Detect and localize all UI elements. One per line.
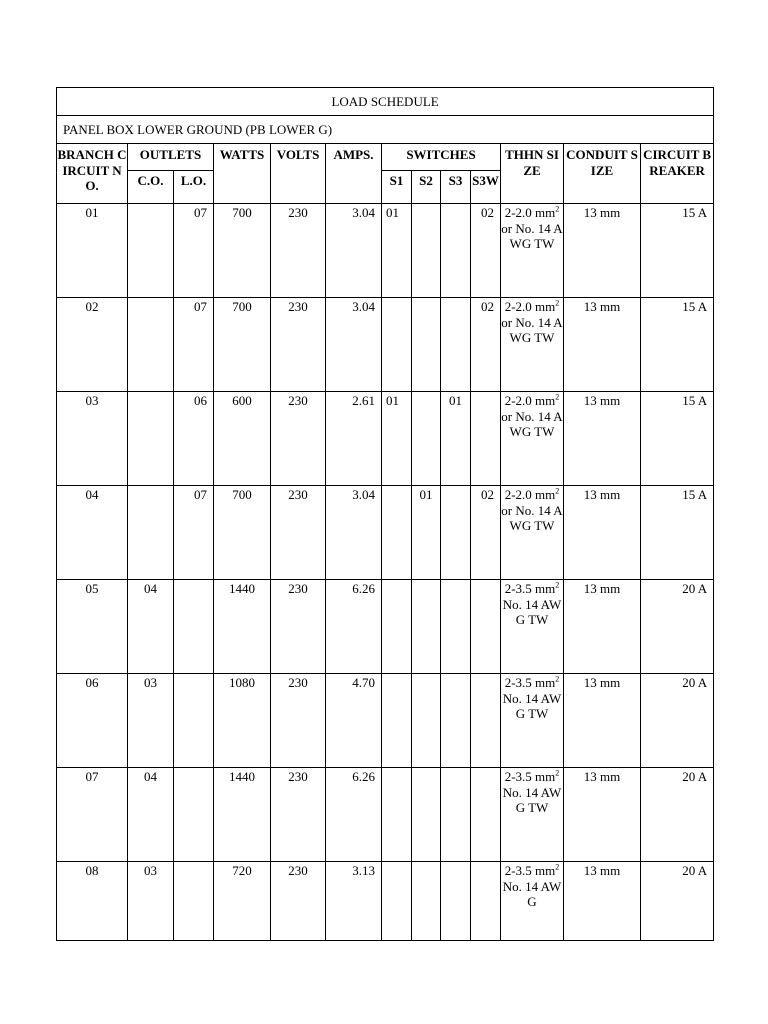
- cell-s3: [441, 580, 471, 674]
- cell-conduit: 13 mm: [564, 392, 641, 486]
- thhn-awg-value: No. 14 AWG TW: [502, 596, 562, 627]
- cell-s3: [441, 486, 471, 580]
- cell-s3: [441, 204, 471, 298]
- cell-breaker: 20 A: [641, 768, 714, 862]
- thhn-size-value: 2-3.5 mm: [504, 769, 556, 784]
- cell-lo: 07: [174, 204, 214, 298]
- cell-s2: 01: [412, 486, 441, 580]
- cell-s3: [441, 298, 471, 392]
- cell-conduit: 13 mm: [564, 862, 641, 941]
- cell-watts: 720: [214, 862, 271, 941]
- cell-amps: 3.13: [326, 862, 382, 941]
- header-outlets: OUTLETS: [128, 144, 214, 171]
- cell-conduit: 13 mm: [564, 486, 641, 580]
- header-watts: WATTS: [214, 144, 271, 204]
- cell-s3w: [471, 862, 501, 941]
- cell-branch-no: 05: [57, 580, 128, 674]
- table-row: [57, 580, 714, 674]
- cell-thhn: [501, 298, 564, 392]
- header-s3: S3: [441, 171, 471, 204]
- cell-thhn: [501, 204, 564, 298]
- panel-name: PANEL BOX LOWER GROUND (PB LOWER G): [57, 116, 714, 144]
- header-thhn-size: THHN SIZE: [501, 144, 564, 204]
- thhn-size-value: 2-3.5 mm: [504, 581, 556, 596]
- cell-branch-no: 08: [57, 862, 128, 941]
- cell-s2: [412, 580, 441, 674]
- thhn-size-value: 2-2.0 mm: [504, 205, 556, 220]
- table-row: [57, 392, 714, 486]
- cell-thhn: [501, 392, 564, 486]
- cell-conduit: 13 mm: [564, 674, 641, 768]
- cell-s1: [382, 674, 412, 768]
- thhn-size-value: 2-2.0 mm: [504, 393, 556, 408]
- cell-co: [128, 486, 174, 580]
- header-s2: S2: [412, 171, 441, 204]
- cell-s3: [441, 768, 471, 862]
- thhn-superscript: 2: [555, 204, 560, 214]
- cell-watts: 700: [214, 486, 271, 580]
- cell-s1: [382, 298, 412, 392]
- cell-s2: [412, 674, 441, 768]
- cell-co: [128, 392, 174, 486]
- cell-s2: [412, 204, 441, 298]
- cell-breaker: 20 A: [641, 580, 714, 674]
- cell-amps: 2.61: [326, 392, 382, 486]
- thhn-superscript: 2: [555, 486, 560, 496]
- cell-co: 03: [128, 674, 174, 768]
- cell-thhn: [501, 486, 564, 580]
- header-amps: AMPS.: [326, 144, 382, 204]
- thhn-size-value: 2-2.0 mm: [504, 487, 556, 502]
- thhn-superscript: 2: [555, 768, 560, 778]
- cell-thhn: [501, 580, 564, 674]
- cell-volts: 230: [271, 298, 326, 392]
- cell-lo: [174, 580, 214, 674]
- thhn-superscript: 2: [555, 298, 560, 308]
- thhn-size-value: 2-3.5 mm: [504, 675, 556, 690]
- table-row: [57, 486, 714, 580]
- cell-amps: 3.04: [326, 486, 382, 580]
- cell-breaker: 20 A: [641, 674, 714, 768]
- cell-co: 03: [128, 862, 174, 941]
- cell-thhn: [501, 862, 564, 941]
- cell-amps: 6.26: [326, 580, 382, 674]
- table-row: [57, 204, 714, 298]
- table-row: [57, 298, 714, 392]
- cell-volts: 230: [271, 580, 326, 674]
- cell-volts: 230: [271, 392, 326, 486]
- cell-lo: 07: [174, 298, 214, 392]
- cell-s3: 01: [441, 392, 471, 486]
- cell-breaker: 15 A: [641, 298, 714, 392]
- cell-amps: 3.04: [326, 204, 382, 298]
- thhn-awg-value: or No. 14 AWG TW: [501, 220, 563, 251]
- cell-s1: [382, 486, 412, 580]
- cell-s1: 01: [382, 204, 412, 298]
- cell-breaker: 15 A: [641, 486, 714, 580]
- cell-branch-no: 04: [57, 486, 128, 580]
- cell-lo: 06: [174, 392, 214, 486]
- thhn-superscript: 2: [555, 674, 560, 684]
- header-switches: SWITCHES: [382, 144, 501, 171]
- cell-co: 04: [128, 580, 174, 674]
- cell-conduit: 13 mm: [564, 298, 641, 392]
- cell-watts: 1440: [214, 768, 271, 862]
- cell-s3w: [471, 392, 501, 486]
- cell-s2: [412, 392, 441, 486]
- cell-s1: [382, 862, 412, 941]
- cell-co: 04: [128, 768, 174, 862]
- header-s3w: S3W: [471, 171, 501, 204]
- cell-branch-no: 03: [57, 392, 128, 486]
- cell-watts: 1440: [214, 580, 271, 674]
- cell-s1: [382, 580, 412, 674]
- cell-conduit: 13 mm: [564, 204, 641, 298]
- cell-lo: [174, 862, 214, 941]
- header-conduit-size: CONDUIT SIZE: [564, 144, 641, 204]
- cell-volts: 230: [271, 674, 326, 768]
- table-title: LOAD SCHEDULE: [57, 88, 714, 116]
- cell-thhn: [501, 674, 564, 768]
- cell-volts: 230: [271, 486, 326, 580]
- cell-lo: 07: [174, 486, 214, 580]
- cell-branch-no: 02: [57, 298, 128, 392]
- cell-volts: 230: [271, 768, 326, 862]
- header-branch-circuit: BRANCH CIRCUIT NO.: [57, 144, 128, 204]
- cell-amps: 6.26: [326, 768, 382, 862]
- cell-s3w: [471, 580, 501, 674]
- thhn-awg-value: or No. 14 AWG TW: [501, 408, 563, 439]
- cell-co: [128, 298, 174, 392]
- cell-s3w: 02: [471, 486, 501, 580]
- header-volts: VOLTS: [271, 144, 326, 204]
- cell-s3w: [471, 768, 501, 862]
- table-row: [57, 674, 714, 768]
- cell-s3w: 02: [471, 298, 501, 392]
- cell-amps: 3.04: [326, 298, 382, 392]
- cell-volts: 230: [271, 862, 326, 941]
- cell-conduit: 13 mm: [564, 768, 641, 862]
- header-co: C.O.: [128, 171, 174, 204]
- header-circuit-breaker: CIRCUIT BREAKER: [641, 144, 714, 204]
- thhn-awg-value: No. 14 AWG TW: [502, 784, 562, 815]
- thhn-awg-value: No. 14 AWG TW: [502, 690, 562, 721]
- cell-s3: [441, 674, 471, 768]
- cell-s3: [441, 862, 471, 941]
- cell-branch-no: 01: [57, 204, 128, 298]
- table-row: [57, 862, 714, 941]
- cell-amps: 4.70: [326, 674, 382, 768]
- cell-branch-no: 06: [57, 674, 128, 768]
- cell-s3w: [471, 674, 501, 768]
- cell-s1: 01: [382, 392, 412, 486]
- cell-co: [128, 204, 174, 298]
- cell-s2: [412, 768, 441, 862]
- thhn-size-value: 2-3.5 mm: [504, 863, 556, 878]
- cell-s1: [382, 768, 412, 862]
- header-s1: S1: [382, 171, 412, 204]
- cell-breaker: 15 A: [641, 204, 714, 298]
- load-schedule-table: [56, 87, 714, 941]
- header-lo: L.O.: [174, 171, 214, 204]
- cell-s2: [412, 298, 441, 392]
- cell-thhn: [501, 768, 564, 862]
- thhn-awg-value: or No. 14 AWG TW: [501, 314, 563, 345]
- cell-s3w: 02: [471, 204, 501, 298]
- cell-volts: 230: [271, 204, 326, 298]
- cell-watts: 700: [214, 298, 271, 392]
- cell-s2: [412, 862, 441, 941]
- thhn-superscript: 2: [555, 392, 560, 402]
- cell-lo: [174, 768, 214, 862]
- cell-breaker: 15 A: [641, 392, 714, 486]
- cell-lo: [174, 674, 214, 768]
- thhn-awg-value: or No. 14 AWG TW: [501, 502, 563, 533]
- table-row: [57, 768, 714, 862]
- thhn-superscript: 2: [555, 862, 560, 872]
- thhn-awg-value: No. 14 AWG: [502, 878, 562, 909]
- cell-branch-no: 07: [57, 768, 128, 862]
- thhn-size-value: 2-2.0 mm: [504, 299, 556, 314]
- cell-breaker: 20 A: [641, 862, 714, 941]
- thhn-superscript: 2: [555, 580, 560, 590]
- cell-conduit: 13 mm: [564, 580, 641, 674]
- cell-watts: 600: [214, 392, 271, 486]
- cell-watts: 700: [214, 204, 271, 298]
- cell-watts: 1080: [214, 674, 271, 768]
